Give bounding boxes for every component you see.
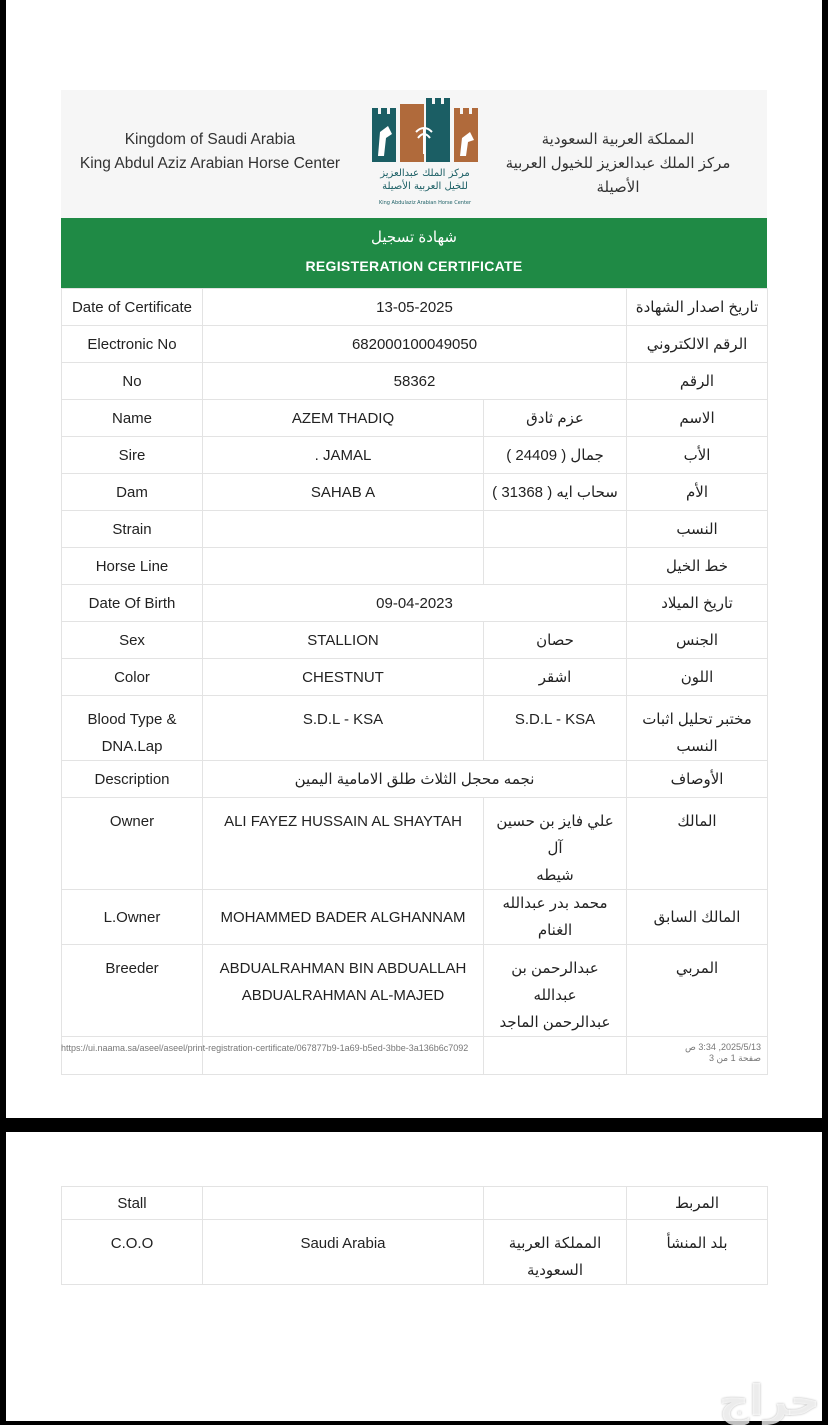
table-row [62,326,768,363]
strain-ar [484,511,627,548]
row-label-en: Sex [62,622,203,659]
coo-ar [484,1220,627,1285]
certificate-date-value: 13-05-2025 [203,289,627,326]
dam-ar: سحاب ايه ( 31368 ) [484,474,627,511]
coo-ar-1: المملكة العربية [508,1235,602,1252]
row-label-ar: الأم [627,474,768,511]
row-label-ar: النسب [627,511,768,548]
owner-ar-1: علي فايز بن حسين آل [496,813,614,857]
row-label-ar: خط الخيل [627,548,768,585]
row-label-ar: الجنس [627,622,768,659]
last-owner-en: MOHAMMED BADER ALGHANNAM [203,890,484,945]
table-row [62,437,768,474]
row-label-en: Horse Line [62,548,203,585]
table-row [62,622,768,659]
owner-ar-2: شيطه [536,867,574,884]
breeder-en-2: ABDUALRAHMAN AL-MAJED [241,987,445,1004]
color-ar: اشقر [484,659,627,696]
sex-en: STALLION [203,622,484,659]
strain-en [203,511,484,548]
row-label-ar: المربي [627,945,768,1037]
row-label-en: C.O.O [62,1220,203,1285]
row-label-ar: الأوصاف [627,761,768,798]
header-en-line2: King Abdul Aziz Arabian Horse Center [79,155,341,172]
registration-no-value: 58362 [203,363,627,400]
row-label-ar: بلد المنشأ [627,1220,768,1285]
row-label-en: Date Of Birth [62,585,203,622]
table-row [62,890,768,945]
banner-title-arabic: شهادة تسجيل [371,229,457,246]
row-label-en: Description [62,761,203,798]
blood-lab-en: S.D.L - KSA [203,696,484,761]
table-row [62,585,768,622]
table-row [62,659,768,696]
row-label-ar: الرقم الالكتروني [627,326,768,363]
row-label-en: Owner [62,798,203,890]
row-label-en: No [62,363,203,400]
dam-en: SAHAB A [203,474,484,511]
print-timestamp: 2025/5/13, 3:34 ص [685,1042,761,1052]
table-row [62,696,768,761]
watermark: حراج [718,1376,820,1425]
coo-en: Saudi Arabia [203,1220,484,1285]
table-row [62,511,768,548]
breeder-en-1: ABDUALRAHMAN BIN ABDUALLAH [219,960,467,977]
breeder-ar-1: عبدالرحمن بن عبدالله [511,960,599,1004]
blood-lab-ar: S.D.L - KSA [484,696,627,761]
row-label-ar: المالك [627,798,768,890]
table-row [62,548,768,585]
date-of-birth-value: 09-04-2023 [203,585,627,622]
sex-ar: حصان [484,622,627,659]
header-ar-line2: مركز الملك عبدالعزيز للخيول العربية الأصيلة [505,155,731,196]
table-row [62,289,768,326]
center-logo [366,98,484,212]
table-row [62,400,768,437]
certificate-header [61,90,767,218]
svg-text:مركز الملك عبدالعزيز: مركز الملك عبدالعزيز [380,168,470,179]
table-row [62,945,768,1037]
color-en: CHESTNUT [203,659,484,696]
blood-label-ar-2: النسب [676,738,718,755]
row-label-en: Sire [62,437,203,474]
certificate-page-1 [6,0,822,1118]
print-date [685,1042,761,1064]
breeder-ar-2: عبدالرحمن الماجد [499,1014,611,1031]
svg-text:للخيل العربية الأصيلة: للخيل العربية الأصيلة [382,181,468,192]
blood-label-ar-1: مختبر تحليل اثبات [642,711,752,728]
breeder-en [203,945,484,1037]
table-row [62,474,768,511]
row-label-en: Dam [62,474,203,511]
table-row [62,1187,768,1220]
row-label-ar [627,696,768,761]
table-row [62,363,768,400]
row-label-ar: الرقم [627,363,768,400]
row-label-en: Date of Certificate [62,289,203,326]
table-row [62,1220,768,1285]
row-label-en: Electronic No [62,326,203,363]
owner-ar [484,798,627,890]
row-label-en: Strain [62,511,203,548]
horse-line-ar [484,548,627,585]
header-ar-line1: المملكة العربية السعودية [541,131,695,148]
row-label-en: Stall [62,1187,203,1220]
banner-title-english: REGISTERATION CERTIFICATE [305,258,523,274]
page-number: صفحة 1 من 3 [708,1053,761,1063]
row-label-en: Breeder [62,945,203,1037]
table-row [62,798,768,890]
row-label-ar: تاريخ اصدار الشهادة [627,289,768,326]
header-en-line1: Kingdom of Saudi Arabia [124,131,296,148]
certificate-table-continued [61,1186,768,1285]
row-label-ar: اللون [627,659,768,696]
electronic-no-value: 682000100049050 [203,326,627,363]
stall-en [203,1187,484,1220]
table-row [62,761,768,798]
row-label-en: Name [62,400,203,437]
owner-en: ALI FAYEZ HUSSAIN AL SHAYTAH [203,798,484,890]
row-label-ar: الاسم [627,400,768,437]
row-label-en: Color [62,659,203,696]
horse-name-en: AZEM THADIQ [203,400,484,437]
sire-en: . JAMAL [203,437,484,474]
horse-line-en [203,548,484,585]
breeder-ar [484,945,627,1037]
svg-text:King Abdulaziz Arabian Horse C: King Abdulaziz Arabian Horse Center [378,200,472,206]
print-url: https://ui.naama.sa/aseel/aseel/print-registration-certificate/067877b9-1a69-b5ed-3bbe-3a136b6c7092 [61,1043,469,1053]
sire-ar: جمال ( 24409 ) [484,437,627,474]
header-arabic [483,128,753,200]
header-english [75,128,345,176]
horse-name-ar: عزم ثادق [484,400,627,437]
row-label-en [62,696,203,761]
certificate-title-banner [61,218,767,288]
row-label-ar: المربط [627,1187,768,1220]
row-label-en: L.Owner [62,890,203,945]
row-label-ar: تاريخ الميلاد [627,585,768,622]
blood-label-en-1: Blood Type & [87,711,177,728]
blood-label-en-2: DNA.Lap [101,738,163,755]
last-owner-ar: محمد بدر عبدالله الغنام [484,890,627,945]
row-label-ar: المالك السابق [627,890,768,945]
certificate-table [61,288,768,1075]
coo-ar-2: السعودية [526,1262,583,1279]
description-value: نجمه محجل الثلاث طلق الامامية اليمين [203,761,627,798]
row-label-ar: الأب [627,437,768,474]
stall-ar [484,1187,627,1220]
